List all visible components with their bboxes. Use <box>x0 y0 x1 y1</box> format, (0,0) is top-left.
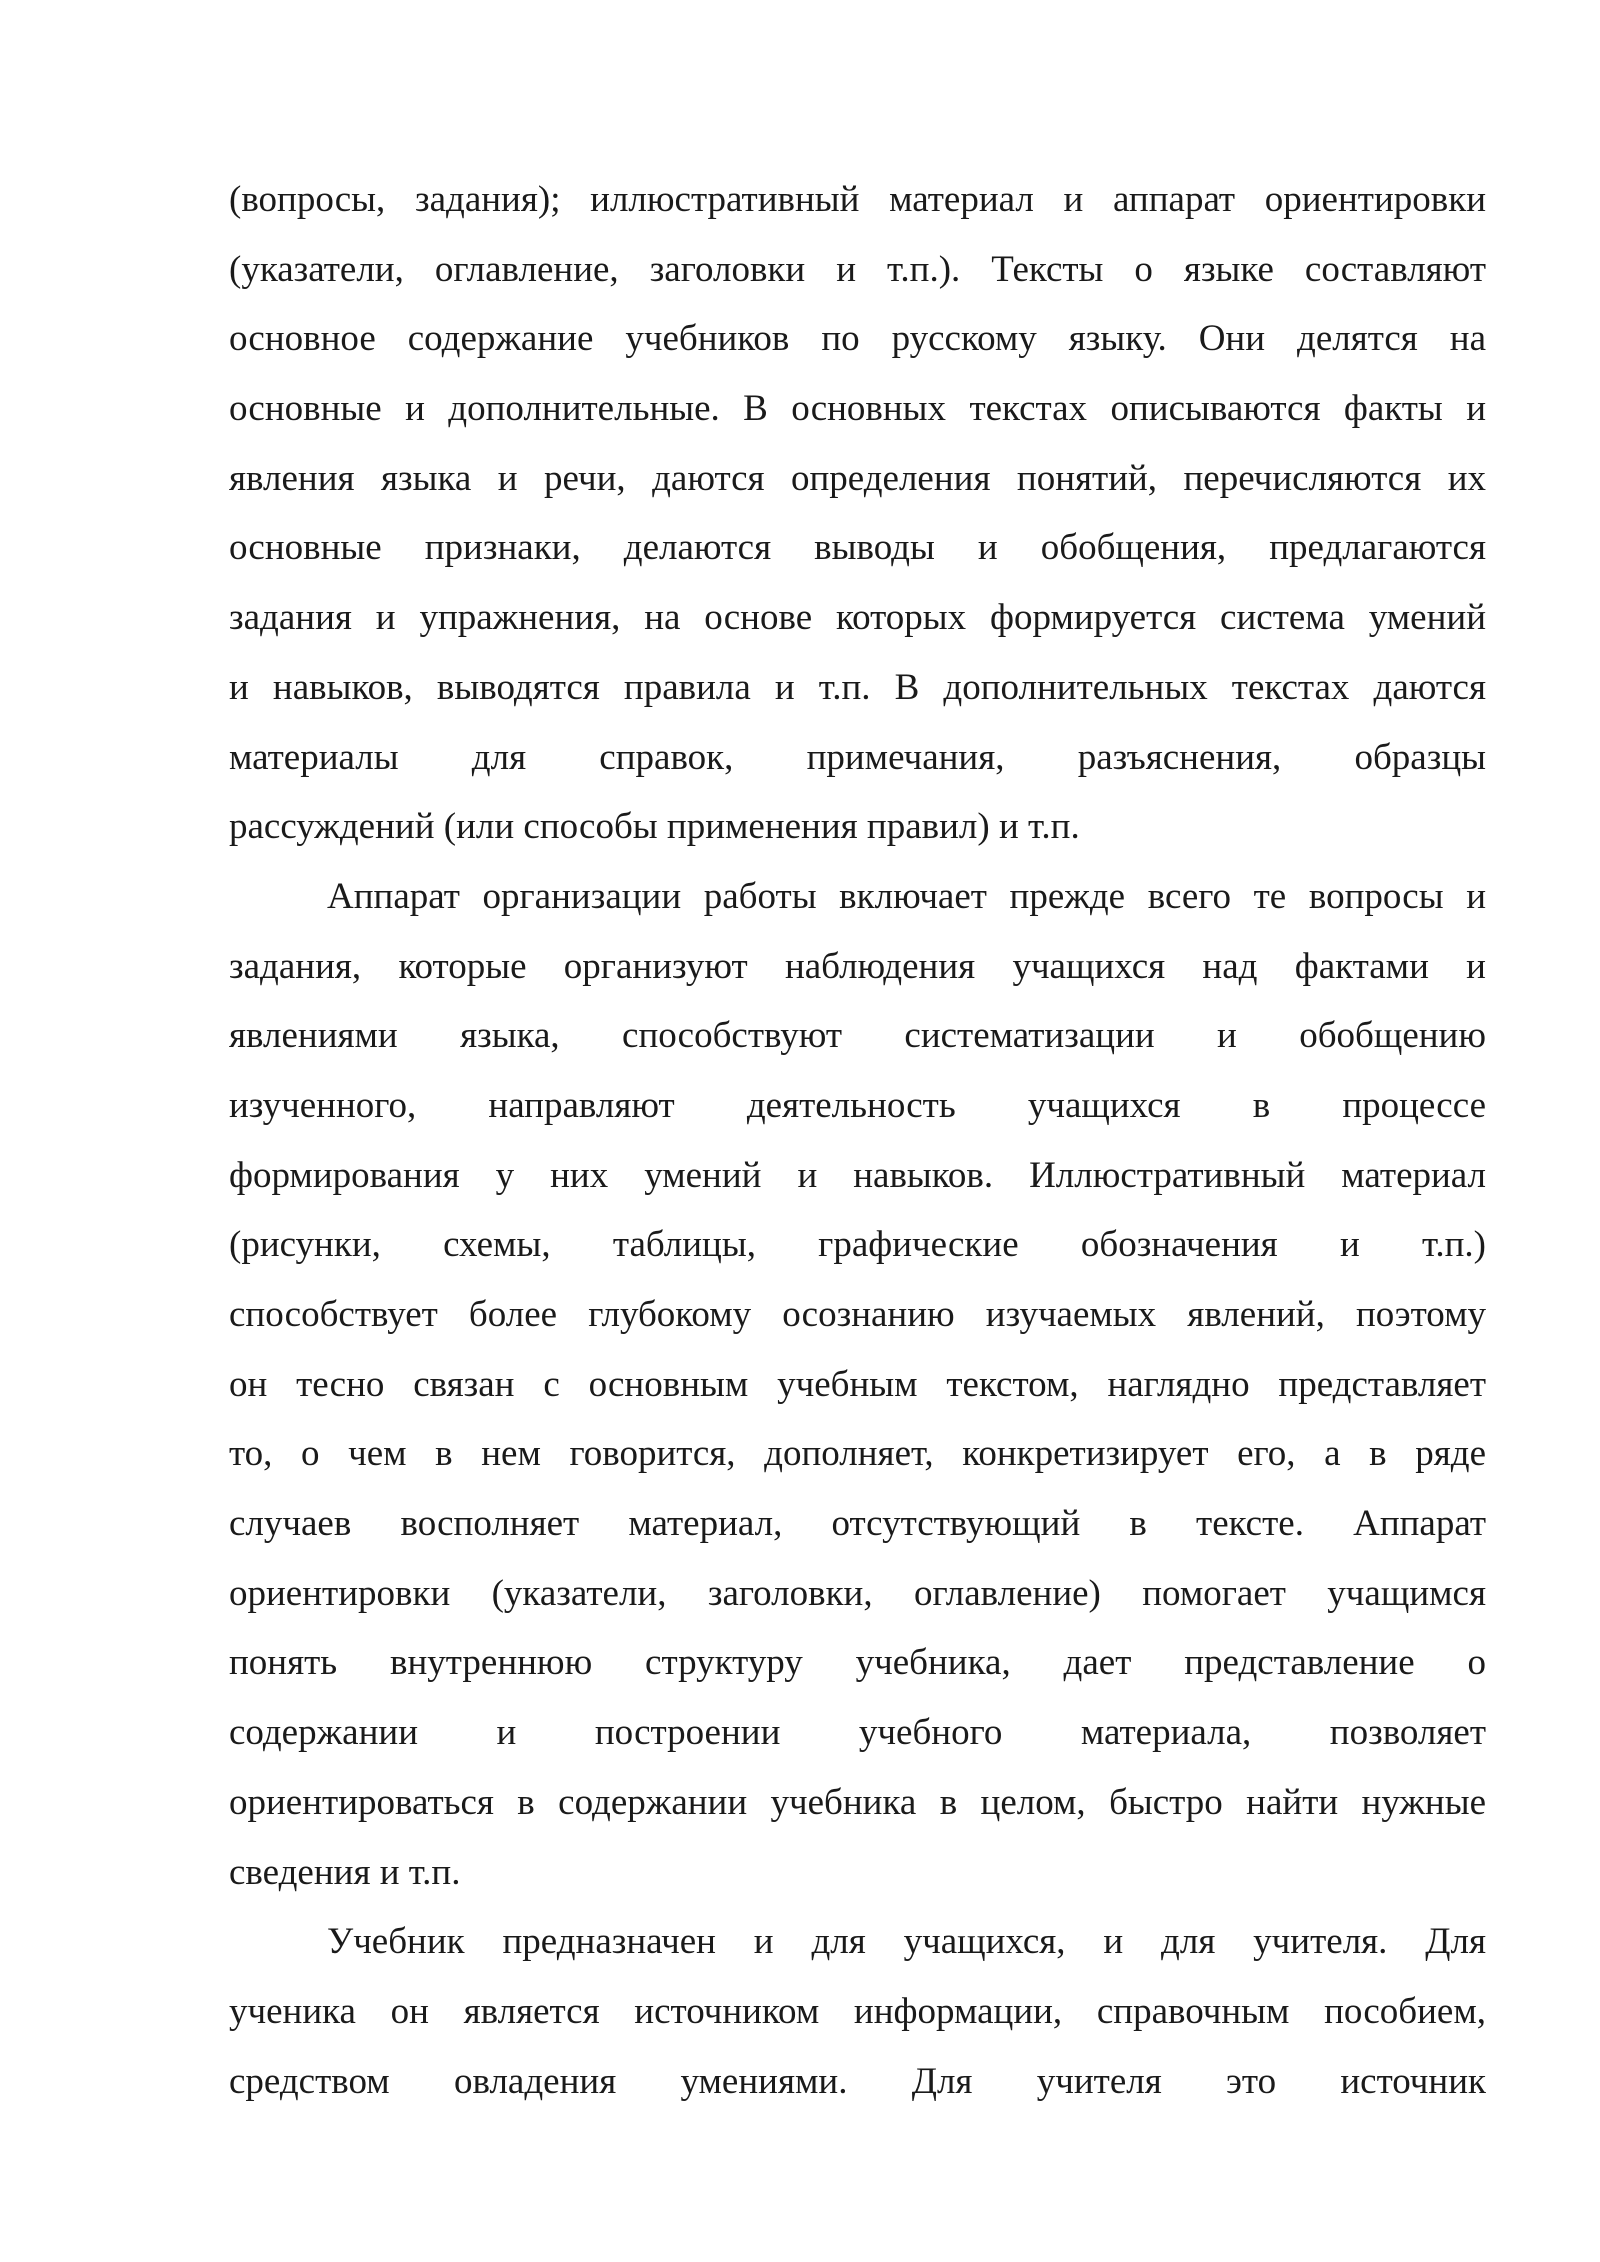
text-line: средством овладения умениями. Для учителя это источник <box>229 2060 1486 2102</box>
text-line: Учебник предназначен и для учащихся, и для учителя. Для <box>327 1921 1486 1963</box>
text-line: (указатели, оглавление, заголовки и т.п.). Тексты о языке составляют <box>229 248 1486 290</box>
text-line: содержании и построении учебного материала, позволяет <box>229 1712 1486 1754</box>
text-line: случаев восполняет материал, отсутствующий в тексте. Аппарат <box>229 1503 1486 1545</box>
text-line: явлениями языка, способствуют систематизации и обобщению <box>229 1015 1486 1057</box>
text-line: основные признаки, делаются выводы и обобщения, предлагаются <box>229 527 1486 569</box>
paragraph <box>229 1907 1486 2116</box>
text-line: (рисунки, схемы, таблицы, графические обозначения и т.п.) <box>229 1224 1486 1266</box>
text-line: ориентировки (указатели, заголовки, оглавление) помогает учащимся <box>229 1572 1486 1614</box>
text-line: ориентироваться в содержании учебника в целом, быстро найти нужные <box>229 1781 1486 1823</box>
text-line: он тесно связан с основным учебным текстом, наглядно представляет <box>229 1363 1486 1405</box>
text-line: способствует более глубокому осознанию изучаемых явлений, поэтому <box>229 1294 1486 1335</box>
text-line: и навыков, выводятся правила и т.п. В дополнительных текстах даются <box>229 666 1486 708</box>
text-line: рассуждений (или способы применения правил) и т.п. <box>229 806 1080 848</box>
text-line: то, о чем в нем говорится, дополняет, конкретизирует его, а в ряде <box>229 1433 1486 1475</box>
text-line: (вопросы, задания); иллюстративный материал и аппарат ориентировки <box>229 179 1486 220</box>
paragraph <box>229 165 1486 862</box>
text-line: материалы для справок, примечания, разъяснения, образцы <box>229 736 1486 778</box>
text-line: задания и упражнения, на основе которых формируется система умений <box>229 597 1486 639</box>
document-body <box>229 165 1486 2116</box>
text-line: изученного, направляют деятельность учащихся в процессе <box>229 1084 1486 1126</box>
text-line: Аппарат организации работы включает прежде всего те вопросы и <box>327 875 1486 917</box>
text-line: задания, которые организуют наблюдения учащихся над фактами и <box>229 945 1486 987</box>
text-line: основные и дополнительные. В основных текстах описываются факты и <box>229 388 1486 430</box>
text-line: основное содержание учебников по русскому языку. Они делятся на <box>229 318 1486 360</box>
text-line: формирования у них умений и навыков. Иллюстративный материал <box>229 1154 1486 1196</box>
paragraph <box>229 862 1486 1907</box>
text-line: понять внутреннюю структуру учебника, дает представление о <box>229 1642 1486 1684</box>
text-line: ученика он является источником информации, справочным пособием, <box>229 1990 1486 2032</box>
text-line: сведения и т.п. <box>229 1851 461 1893</box>
text-line: явления языка и речи, даются определения понятий, перечисляются их <box>229 457 1486 499</box>
